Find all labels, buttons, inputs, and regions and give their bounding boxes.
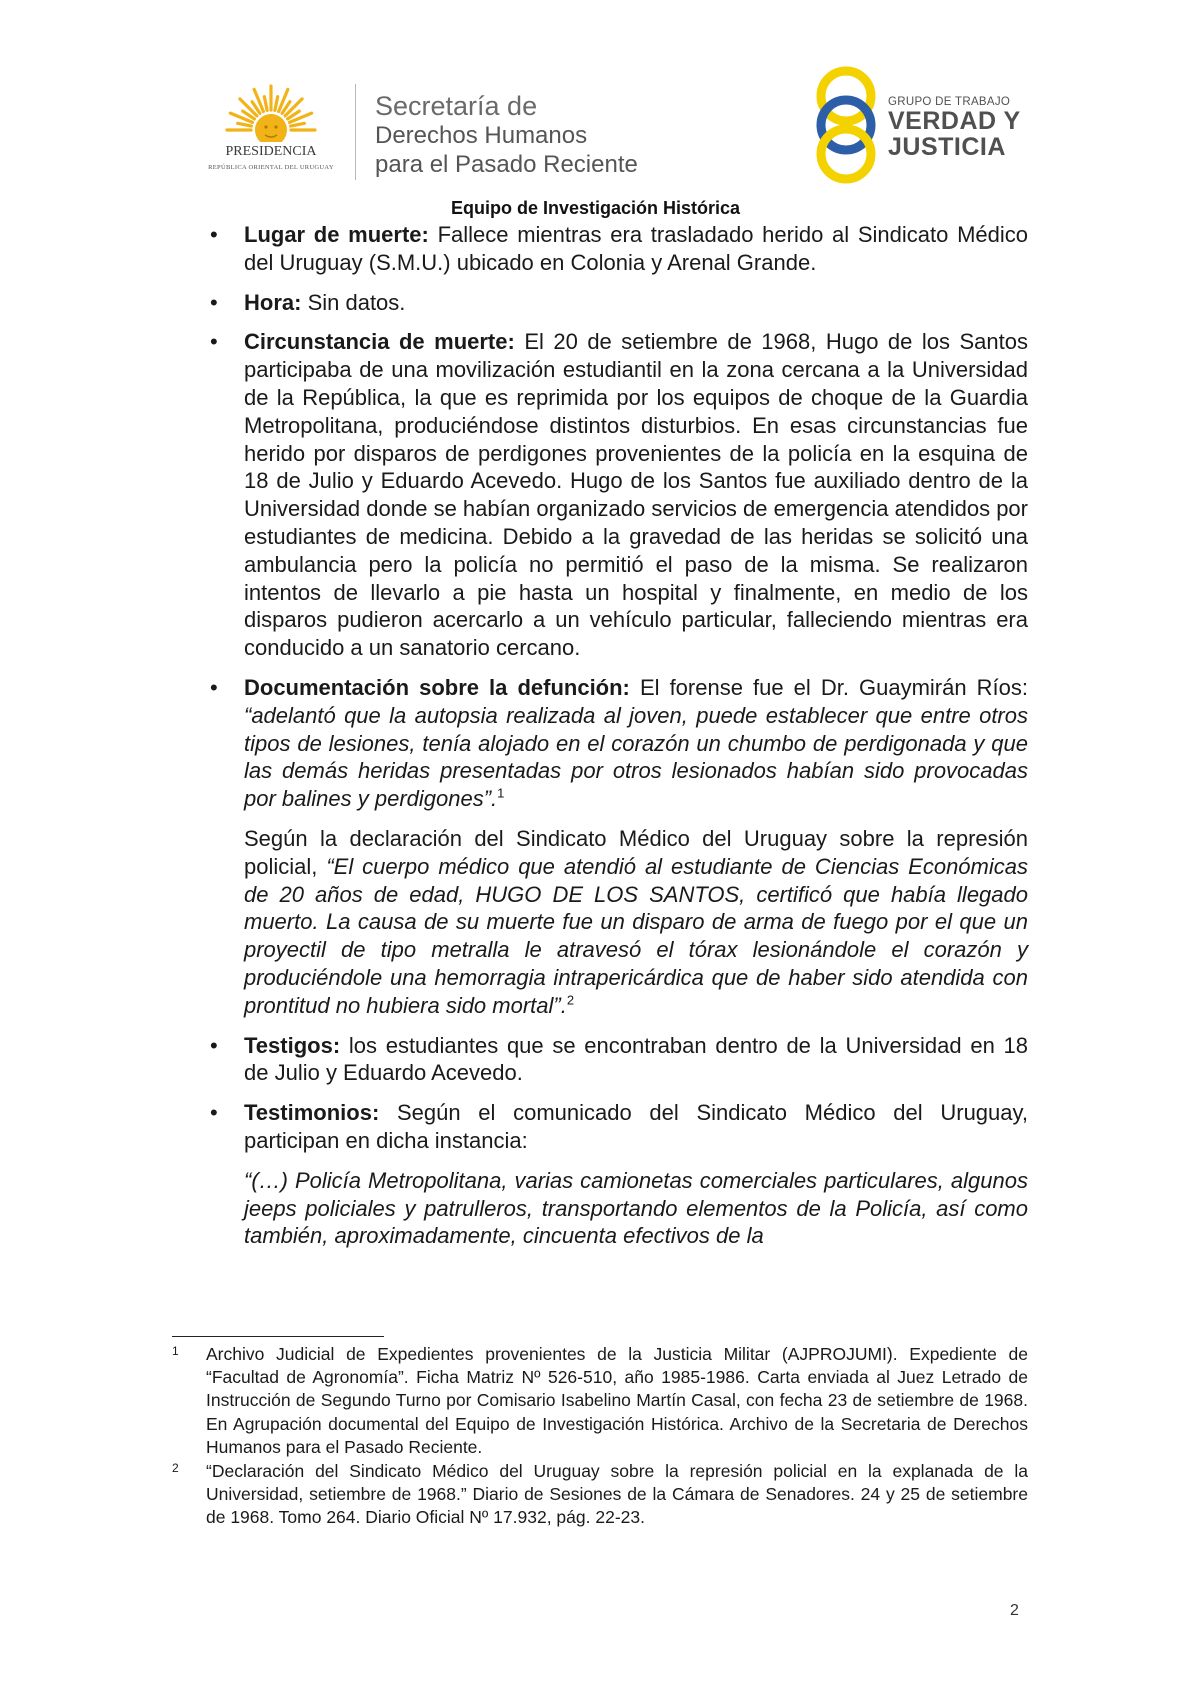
secretaria-line1: Secretaría de xyxy=(375,91,538,121)
item-text: Según el comunicado del Sindicato Médico del Uruguay, participan en dicha instancia: xyxy=(244,1100,1028,1153)
bullet: • xyxy=(210,1100,218,1126)
bullet: • xyxy=(210,329,218,355)
autopsy-quote: “adelantó que la autopsia realizada al joven, puede establecer que entre otros tipos de lesiones, tenía alojado en el corazón un chumbo de perdigonada y que las demás heridas presentadas por otros lesionados habían sido provocadas por balines y perdigones”. xyxy=(244,702,1028,812)
logo-divider xyxy=(355,84,356,180)
secretaria-title xyxy=(375,92,638,179)
gtvj-line3: JUSTICIA xyxy=(888,133,1006,161)
page-number: 2 xyxy=(1010,1602,1019,1619)
item-testimonios xyxy=(210,1099,1028,1155)
item-lugar-de-muerte xyxy=(210,221,1028,277)
footnote-text: Archivo Judicial de Expedientes provenientes de la Justicia Militar (AJPROJUMI). Expediente de “Facultad de Agronomía”. Ficha Matriz Nº 526-510, año 1985-1986. Carta enviada al Juez Letrado de Instrucción de Segundo Turno por Comisario Isabelino Martín Casal, con fecha 23 de setiembre de 1968. En Agrupación documental del Equipo de Investigación Histórica. Archivo de la Secretaria de Derechos Humanos para el Pasado Reciente. xyxy=(206,1344,1028,1457)
bullet: • xyxy=(210,1032,218,1058)
footnote-text: “Declaración del Sindicato Médico del Uruguay sobre la represión policial en la explanada de la Universidad, setiembre de 1968.” Diario de Sesiones de la Cámara de Senadores. 24 y 25 de setiembre de 1968. Tomo 264. Diario Oficial Nº 17.932, pág. 22-23. xyxy=(206,1461,1028,1528)
footnote-number: 2 xyxy=(172,1461,179,1476)
sun-emblem-icon xyxy=(196,84,346,146)
republica-name: REPÚBLICA ORIENTAL DEL URUGUAY xyxy=(208,164,334,171)
declaracion-text: Según la declaración del Sindicato Médico del Uruguay sobre la represión policial, xyxy=(244,825,1028,879)
footnote-ref-2: 2 xyxy=(566,992,575,1008)
bullet: • xyxy=(210,222,218,247)
item-text: El 20 de setiembre de 1968, Hugo de los Santos participaba de una movilización estudiantil en la zona cercana a la Universidad de la República, la que es reprimida por los equipos de choque de la Guardia Metropolitana, produciéndose distintos disturbios. En esas circunstancias fue herido por disparos de perdigones provenientes de la policía en la esquina de 18 de Julio y Eduardo Acevedo. Hugo de los Santos fue auxiliado dentro de la Universidad donde se habían organizado servicios de emergencia atendidos por estudiantes de medicina. Debido a la gravedad de las heridas se solicitó una ambulancia pero la policía no permitió el paso de la misma. Se realizaron intentos de llevarlo a pie hasta un hospital y finalmente, en medio de los disparos pudieron acercarlo a un vehículo particular, falleciendo mientras era conducido a un sanatorio cercano. xyxy=(244,329,1028,661)
declaracion-paragraph xyxy=(210,825,1028,1020)
declaracion-quote: “El cuerpo médico que atendió al estudiante de Ciencias Económicas de 20 años de edad, HUGO DE LOS SANTOS, certificó que había llegado muerto. La causa de su muerte fue un disparo de arma de fuego por el que un proyectil de tipo metralla le atravesó el tórax lesionándole el corazón y produciéndole una hemorragia intrapericárdica que de haber sido atendida con prontitud no hubiera sido mortal”. xyxy=(244,853,1028,1018)
item-text: Fallece mientras era trasladado herido al Sindicato Médico del Uruguay (S.M.U.) ubicado en Colonia y Arenal Grande. xyxy=(244,222,1028,275)
item-documentacion xyxy=(210,674,1028,813)
page-header xyxy=(0,0,1191,218)
gtvj-line1: GRUPO DE TRABAJO xyxy=(888,96,1011,108)
footnotes xyxy=(172,1343,1028,1531)
item-circunstancia xyxy=(210,328,1028,662)
item-label: Circunstancia de muerte: xyxy=(244,329,515,355)
footnote-2 xyxy=(172,1460,1028,1530)
presidencia-logo xyxy=(196,84,356,180)
item-label: Testimonios: xyxy=(244,1100,380,1126)
team-title: Equipo de Investigación Histórica xyxy=(450,198,741,218)
bullet: • xyxy=(210,289,218,315)
gtvj-title xyxy=(888,96,1021,160)
item-label: Lugar de muerte: xyxy=(244,222,429,247)
testimonios-quote: “(…) Policía Metropolitana, varias camionetas comerciales particulares, algunos jeeps policiales y patrulleros, transportando elementos de la Policía, así como también, aproximadamente, cincuenta efectivos de la xyxy=(244,1167,1028,1249)
item-label: Documentación sobre la defunción: xyxy=(244,674,630,700)
document-body xyxy=(210,221,1028,1262)
bullet: • xyxy=(210,674,218,700)
item-label: Hora: xyxy=(244,289,302,315)
footnote-separator xyxy=(172,1336,384,1337)
presidencia-name: PRESIDENCIA xyxy=(225,144,317,159)
item-hora xyxy=(210,289,1028,317)
footnote-1 xyxy=(172,1343,1028,1459)
secretaria-line3: para el Pasado Reciente xyxy=(375,151,638,178)
item-label: Testigos: xyxy=(244,1032,341,1058)
gtvj-line2: VERDAD Y xyxy=(888,107,1021,135)
item-testigos xyxy=(210,1032,1028,1088)
secretaria-line2: Derechos Humanos xyxy=(375,122,588,149)
item-text: El forense fue el Dr. Guaymirán Ríos: xyxy=(629,674,1028,700)
footnote-number: 1 xyxy=(172,1344,179,1358)
footnote-ref-1: 1 xyxy=(497,785,505,801)
item-text: los estudiantes que se encontraban dentro de la Universidad en 18 de Julio y Eduardo Acevedo. xyxy=(244,1032,1028,1086)
item-text: Sin datos. xyxy=(301,289,406,315)
